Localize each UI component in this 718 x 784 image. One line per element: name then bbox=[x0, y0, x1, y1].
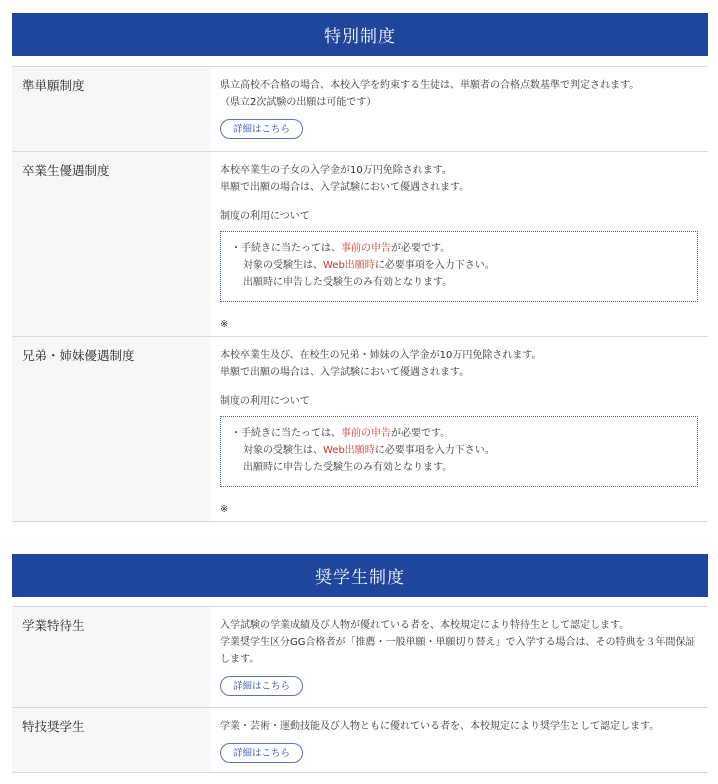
notice-line bbox=[231, 425, 687, 442]
notice-highlight: Web出願時 bbox=[323, 260, 375, 271]
body-text: 本校卒業生及び、在校生の兄弟・姉妹の入学金が10万円免除されます。 bbox=[220, 350, 542, 361]
row-alumni bbox=[12, 152, 708, 337]
row-academic-scholar bbox=[12, 606, 708, 708]
row-siblings bbox=[12, 337, 708, 522]
notice-highlight: 事前の申告 bbox=[341, 243, 391, 254]
notice-box bbox=[220, 231, 698, 302]
notice-highlight: Web出願時 bbox=[323, 445, 375, 456]
notice-text: が必要です。 bbox=[391, 428, 451, 439]
row-skill-scholar bbox=[12, 708, 708, 773]
notice-text: に必要事項を入力下さい。 bbox=[374, 445, 495, 456]
notice-text: に必要事項を入力下さい。 bbox=[374, 260, 495, 271]
row-body bbox=[210, 337, 708, 521]
row-body bbox=[210, 607, 708, 707]
notice-text: ・手続きに当たっては、 bbox=[231, 243, 341, 254]
body-text: 本校卒業生の子女の入学金が10万円免除されます。 bbox=[220, 165, 452, 176]
body-text: 学業・芸術・運動技能及び人物ともに優れている者を、本校規定により奨学生として認定します。 bbox=[220, 721, 660, 732]
body-text: 県立高校不合格の場合、本校入学を約束する生徒は、単願者の合格点数基準で判定されます。 bbox=[220, 80, 640, 91]
note-mark: ※ bbox=[220, 319, 229, 330]
notice-text: ・手続きに当たっては、 bbox=[231, 428, 341, 439]
details-button[interactable]: 詳細はこちら bbox=[220, 743, 303, 763]
row-label: 卒業生優遇制度 bbox=[22, 163, 110, 178]
notice-box bbox=[220, 416, 698, 487]
note-mark: ※ bbox=[220, 504, 229, 515]
row-label: 準単願制度 bbox=[22, 78, 85, 93]
notice-line bbox=[231, 257, 687, 274]
notice-line: 出願時に申告した受験生のみ有効となります。 bbox=[243, 277, 453, 288]
row-label: 学業特待生 bbox=[22, 618, 85, 633]
notice-highlight: 事前の申告 bbox=[341, 428, 391, 439]
notice-text: が必要です。 bbox=[391, 243, 451, 254]
body-text: （県立2次試験の出願は可能です） bbox=[220, 97, 377, 108]
body-text: 学業奨学生区分GG合格者が「推薦・一般単願・単願切り替え」で入学する場合は、その特典を３年間保証します。 bbox=[220, 637, 696, 665]
section-header-special: 特別制度 bbox=[12, 13, 708, 56]
row-jun-tangan bbox=[12, 66, 708, 152]
scholarship-section bbox=[12, 606, 708, 773]
row-label: 特技奨学生 bbox=[22, 719, 85, 734]
notice-text: 対象の受験生は、 bbox=[243, 260, 323, 271]
row-body bbox=[210, 152, 708, 336]
body-text: 単願で出願の場合は、入学試験において優遇されます。 bbox=[220, 367, 470, 378]
row-body bbox=[210, 67, 708, 151]
row-body bbox=[210, 708, 708, 772]
details-button[interactable]: 詳細はこちら bbox=[220, 676, 303, 696]
body-text: 入学試験の学業成績及び人物が優れている者を、本校規定により特待生として認定します。 bbox=[220, 620, 630, 631]
body-text: 単願で出願の場合は、入学試験において優遇されます。 bbox=[220, 182, 470, 193]
notice-text: 対象の受験生は、 bbox=[243, 445, 323, 456]
section-header-scholarship: 奨学生制度 bbox=[12, 554, 708, 597]
usage-heading: 制度の利用について bbox=[220, 396, 310, 407]
usage-heading: 制度の利用について bbox=[220, 211, 310, 222]
notice-line bbox=[231, 442, 687, 459]
special-section bbox=[12, 66, 708, 522]
details-button[interactable]: 詳細はこちら bbox=[220, 119, 303, 139]
notice-line bbox=[231, 240, 687, 257]
notice-line: 出願時に申告した受験生のみ有効となります。 bbox=[243, 462, 453, 473]
row-label: 兄弟・姉妹優遇制度 bbox=[22, 348, 135, 363]
